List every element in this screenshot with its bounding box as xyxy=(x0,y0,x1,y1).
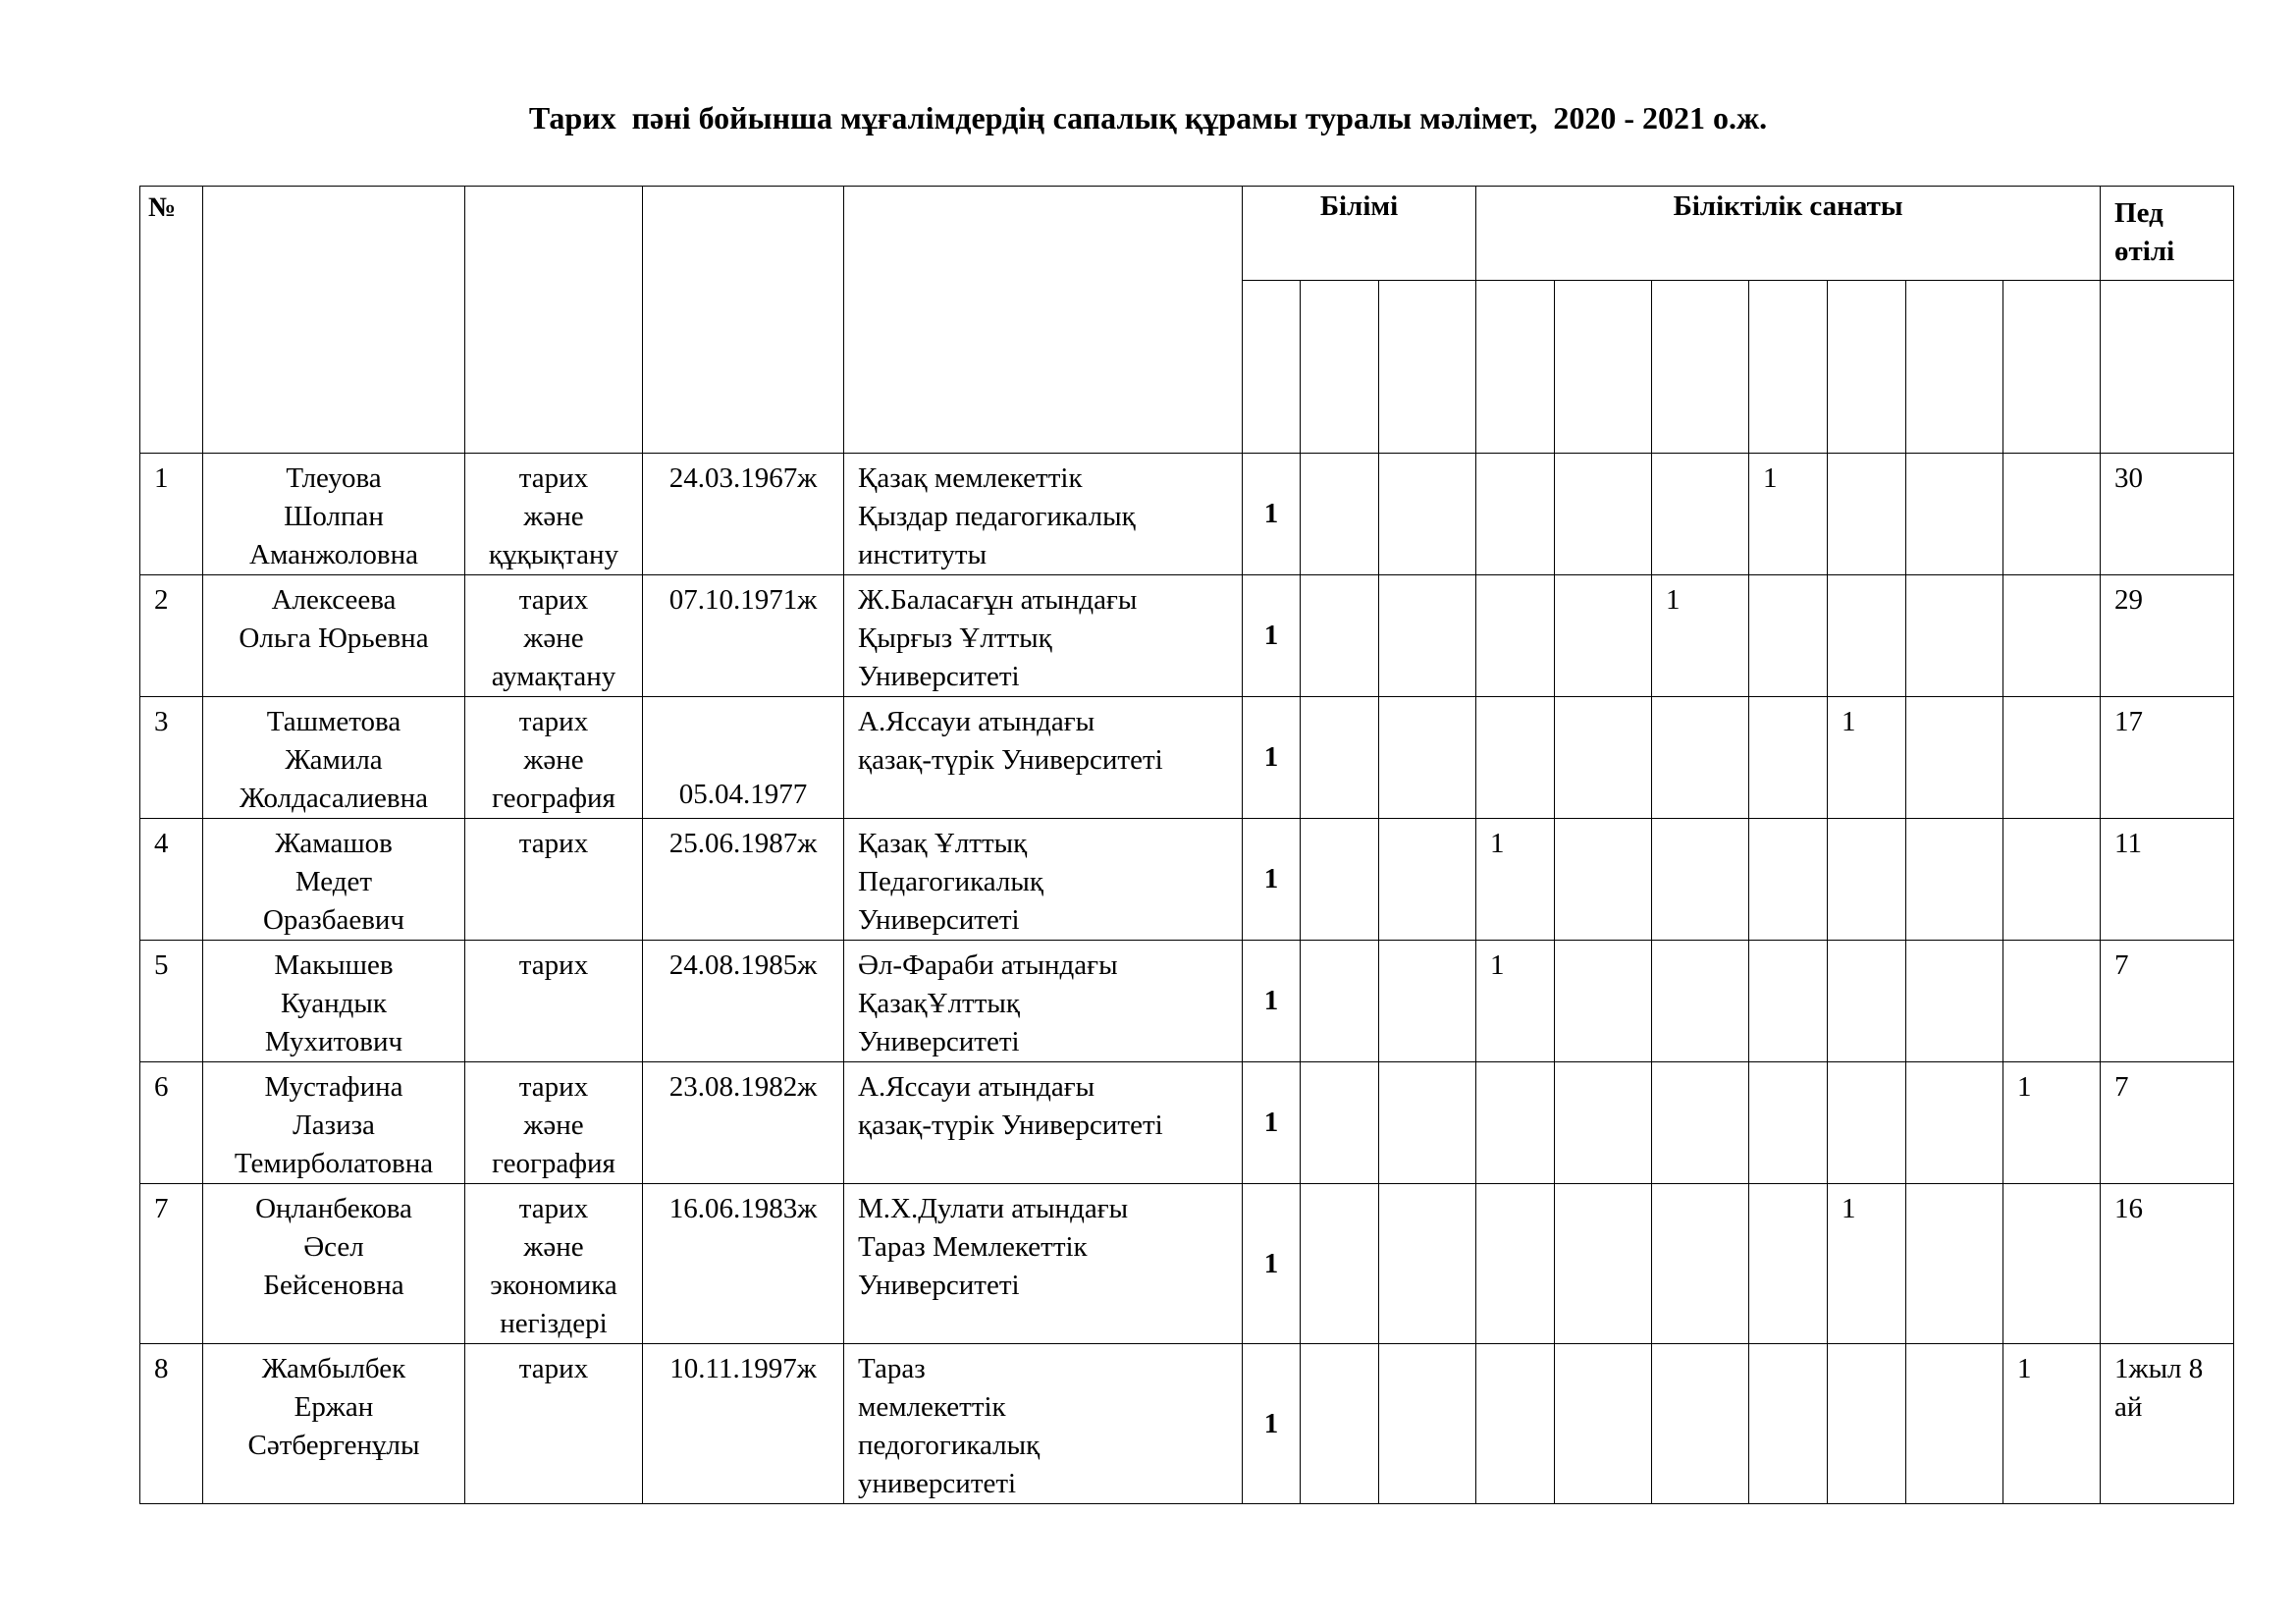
cat-second-value xyxy=(1906,1344,2003,1504)
edu-secondary-value xyxy=(1301,575,1379,697)
header-education: Білімі xyxy=(1243,187,1476,281)
subject: тарих және аумақтану xyxy=(465,575,643,697)
cat-none-value xyxy=(2003,941,2101,1062)
teaching-experience: 11 xyxy=(2101,819,2234,941)
subject: тарих және география xyxy=(465,1062,643,1184)
teaching-experience: 7 xyxy=(2101,1062,2234,1184)
header-cat-moderator xyxy=(1476,281,1555,454)
institution: А.Яссауи атындағы қазақ-түрік Университеті xyxy=(844,1062,1243,1184)
cat-moderator-value xyxy=(1476,1184,1555,1344)
cat-researcher-value xyxy=(1652,1062,1749,1184)
cat-researcher-value xyxy=(1652,1184,1749,1344)
teaching-experience: 7 xyxy=(2101,941,2234,1062)
edu-secondary-value xyxy=(1301,697,1379,819)
cat-first-value xyxy=(1828,1344,1906,1504)
edu-higher-value: 1 xyxy=(1243,575,1301,697)
table-row xyxy=(140,1344,2234,1504)
row-number: 7 xyxy=(140,1184,203,1344)
header-qualification-category: Біліктілік санаты xyxy=(1476,187,2101,281)
row-number: 2 xyxy=(140,575,203,697)
cat-researcher-value: 1 xyxy=(1652,575,1749,697)
cat-researcher-value xyxy=(1652,941,1749,1062)
subject: тарих xyxy=(465,819,643,941)
cat-highest-value xyxy=(1749,819,1828,941)
cat-moderator-value: 1 xyxy=(1476,941,1555,1062)
cat-second-value xyxy=(1906,454,2003,575)
cat-none-value xyxy=(2003,1184,2101,1344)
row-number: 4 xyxy=(140,819,203,941)
cat-none-value xyxy=(2003,819,2101,941)
cat-highest-value xyxy=(1749,697,1828,819)
cat-highest-value xyxy=(1749,1062,1828,1184)
header-cat-highest xyxy=(1749,281,1828,454)
cat-researcher-value xyxy=(1652,819,1749,941)
edu-higher-value: 1 xyxy=(1243,819,1301,941)
table-row xyxy=(140,819,2234,941)
header-ped-empty xyxy=(2101,281,2234,454)
table-row xyxy=(140,1062,2234,1184)
row-number: 5 xyxy=(140,941,203,1062)
cat-first-value: 1 xyxy=(1828,1184,1906,1344)
cat-expert-value xyxy=(1555,1184,1652,1344)
teaching-experience: 16 xyxy=(2101,1184,2234,1344)
header-institution xyxy=(844,187,1243,454)
teacher-name: Ташметова Жамила Жолдасалиевна xyxy=(203,697,465,819)
edu-special-secondary-value xyxy=(1379,941,1476,1062)
cat-none-value xyxy=(2003,697,2101,819)
cat-first-value xyxy=(1828,819,1906,941)
teacher-name: Оңланбекова Әсел Бейсеновна xyxy=(203,1184,465,1344)
edu-special-secondary-value xyxy=(1379,575,1476,697)
birth-date: 25.06.1987ж xyxy=(643,819,844,941)
cat-none-value xyxy=(2003,454,2101,575)
cat-second-value xyxy=(1906,1184,2003,1344)
cat-highest-value xyxy=(1749,575,1828,697)
cat-expert-value xyxy=(1555,454,1652,575)
cat-first-value xyxy=(1828,1062,1906,1184)
cat-researcher-value xyxy=(1652,697,1749,819)
edu-secondary-value xyxy=(1301,819,1379,941)
document-title: Тарих пәні бойынша мұғалімдердің сапалық құрамы туралы мәлімет, 2020 - 2021 о.ж. xyxy=(528,100,1768,135)
teacher-name: Алексеева Ольга Юрьевна xyxy=(203,575,465,697)
header-cat-second xyxy=(1906,281,2003,454)
birth-date: 05.04.1977 xyxy=(643,697,844,819)
cat-first-value: 1 xyxy=(1828,697,1906,819)
teacher-name: Тлеуова Шолпан Аманжоловна xyxy=(203,454,465,575)
row-number: 1 xyxy=(140,454,203,575)
cat-researcher-value xyxy=(1652,454,1749,575)
cat-moderator-value xyxy=(1476,454,1555,575)
subject: тарих және география xyxy=(465,697,643,819)
teacher-name: Мустафина Лазиза Темирболатовна xyxy=(203,1062,465,1184)
header-teaching-experience: Пед өтілі xyxy=(2101,187,2234,281)
cat-first-value xyxy=(1828,941,1906,1062)
table-row xyxy=(140,1184,2234,1344)
birth-date: 23.08.1982ж xyxy=(643,1062,844,1184)
cat-expert-value xyxy=(1555,1344,1652,1504)
edu-higher-value: 1 xyxy=(1243,1062,1301,1184)
cat-expert-value xyxy=(1555,941,1652,1062)
cat-second-value xyxy=(1906,575,2003,697)
edu-secondary-value xyxy=(1301,941,1379,1062)
header-edu-special-secondary xyxy=(1379,281,1476,454)
birth-date: 07.10.1971ж xyxy=(643,575,844,697)
edu-secondary-value xyxy=(1301,454,1379,575)
edu-special-secondary-value xyxy=(1379,819,1476,941)
edu-special-secondary-value xyxy=(1379,1062,1476,1184)
cat-second-value xyxy=(1906,819,2003,941)
teacher-name: Жамашов Медет Оразбаевич xyxy=(203,819,465,941)
cat-highest-value xyxy=(1749,1344,1828,1504)
cat-expert-value xyxy=(1555,1062,1652,1184)
institution: Қазақ мемлекеттік Қыздар педагогикалық институты xyxy=(844,454,1243,575)
institution: Тараз мемлекеттік педогогикалық университеті xyxy=(844,1344,1243,1504)
row-number: 8 xyxy=(140,1344,203,1504)
row-number: 3 xyxy=(140,697,203,819)
header-cat-researcher xyxy=(1652,281,1749,454)
cat-none-value: 1 xyxy=(2003,1062,2101,1184)
cat-moderator-value xyxy=(1476,1344,1555,1504)
edu-special-secondary-value xyxy=(1379,454,1476,575)
cat-first-value xyxy=(1828,454,1906,575)
table-row xyxy=(140,697,2234,819)
edu-secondary-value xyxy=(1301,1184,1379,1344)
teaching-experience: 30 xyxy=(2101,454,2234,575)
edu-higher-value: 1 xyxy=(1243,454,1301,575)
header-number: № xyxy=(140,187,203,454)
subject: тарих xyxy=(465,1344,643,1504)
cat-first-value xyxy=(1828,575,1906,697)
cat-expert-value xyxy=(1555,697,1652,819)
header-cat-none xyxy=(2003,281,2101,454)
cat-moderator-value: 1 xyxy=(1476,819,1555,941)
header-teacher-name xyxy=(203,187,465,454)
header-subject xyxy=(465,187,643,454)
cat-second-value xyxy=(1906,697,2003,819)
teacher-name: Жамбылбек Ержан Сәтбергенұлы xyxy=(203,1344,465,1504)
table-row xyxy=(140,941,2234,1062)
teaching-experience: 1жыл 8 ай xyxy=(2101,1344,2234,1504)
institution: М.Х.Дулати атындағы Тараз Мемлекеттік Университеті xyxy=(844,1184,1243,1344)
teachers-table xyxy=(139,186,2234,1504)
cat-second-value xyxy=(1906,941,2003,1062)
cat-none-value: 1 xyxy=(2003,1344,2101,1504)
edu-higher-value: 1 xyxy=(1243,1184,1301,1344)
cat-expert-value xyxy=(1555,575,1652,697)
subject: тарих және экономика негіздері xyxy=(465,1184,643,1344)
table-body xyxy=(140,454,2234,1504)
cat-expert-value xyxy=(1555,819,1652,941)
cat-moderator-value xyxy=(1476,575,1555,697)
edu-special-secondary-value xyxy=(1379,1344,1476,1504)
cat-moderator-value xyxy=(1476,1062,1555,1184)
cat-moderator-value xyxy=(1476,697,1555,819)
subject: тарих және құқықтану xyxy=(465,454,643,575)
teacher-name: Макышев Куандык Мухитович xyxy=(203,941,465,1062)
birth-date: 16.06.1983ж xyxy=(643,1184,844,1344)
edu-higher-value: 1 xyxy=(1243,697,1301,819)
cat-highest-value: 1 xyxy=(1749,454,1828,575)
edu-special-secondary-value xyxy=(1379,1184,1476,1344)
institution: А.Яссауи атындағы қазақ-түрік Университеті xyxy=(844,697,1243,819)
edu-special-secondary-value xyxy=(1379,697,1476,819)
edu-higher-value: 1 xyxy=(1243,1344,1301,1504)
subject: тарих xyxy=(465,941,643,1062)
table-row xyxy=(140,454,2234,575)
row-number: 6 xyxy=(140,1062,203,1184)
table-header xyxy=(140,187,2234,454)
header-edu-higher xyxy=(1243,281,1301,454)
edu-secondary-value xyxy=(1301,1062,1379,1184)
header-edu-secondary xyxy=(1301,281,1379,454)
birth-date: 24.08.1985ж xyxy=(643,941,844,1062)
institution: Ж.Баласағұн атындағы Қырғыз Ұлттық Университеті xyxy=(844,575,1243,697)
institution: Әл-Фараби атындағы ҚазақҰлттық Университеті xyxy=(844,941,1243,1062)
birth-date: 10.11.1997ж xyxy=(643,1344,844,1504)
edu-higher-value: 1 xyxy=(1243,941,1301,1062)
institution: Қазақ Ұлттық Педагогикалық Университеті xyxy=(844,819,1243,941)
cat-second-value xyxy=(1906,1062,2003,1184)
teaching-experience: 29 xyxy=(2101,575,2234,697)
edu-secondary-value xyxy=(1301,1344,1379,1504)
teaching-experience: 17 xyxy=(2101,697,2234,819)
cat-highest-value xyxy=(1749,941,1828,1062)
birth-date: 24.03.1967ж xyxy=(643,454,844,575)
cat-researcher-value xyxy=(1652,1344,1749,1504)
header-cat-expert xyxy=(1555,281,1652,454)
cat-highest-value xyxy=(1749,1184,1828,1344)
table-row xyxy=(140,575,2234,697)
header-cat-first xyxy=(1828,281,1906,454)
cat-none-value xyxy=(2003,575,2101,697)
header-birth-date xyxy=(643,187,844,454)
